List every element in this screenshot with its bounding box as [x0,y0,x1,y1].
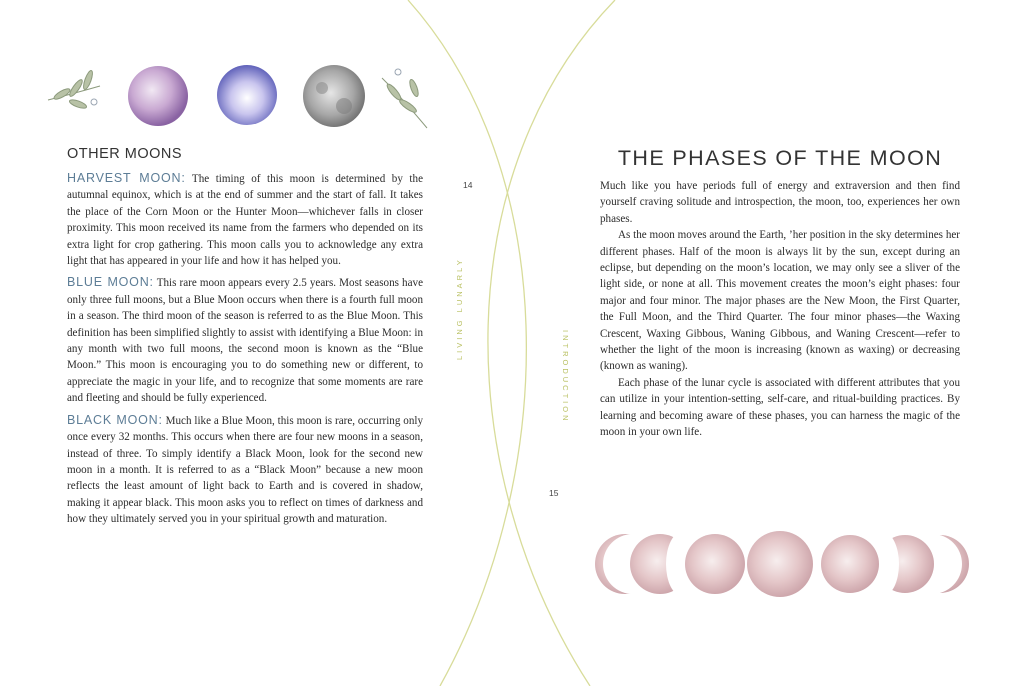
entry-harvest-moon [67,170,423,269]
paragraph: As the moon moves around the Earth, ’her position in the sky determines her different phases. Half of the moon is always lit by the sun, except during an eclipse, but depending on the moon’s location, we may only see a sliver of the light side, or none at all. This movement creates the moon’s eight phases: four major and four minor. The major phases are the New Moon, the First Quarter, the Full Moon, and the Third Quarter. The four minor phases—the Waxing Crescent, Waxing Gibbous, Waning Gibbous, and Waning Crescent—refer to whether the light of the moon is increasing (known as waxing) or decreasing (known as waning). [600,229,960,373]
botanical-sprig-icon [48,70,100,110]
right-page-content [600,146,960,441]
top-moon-illustrations [42,58,432,138]
moon-phase-icon [630,534,690,594]
entry-term: BLUE MOON: [67,275,154,290]
paragraph: Each phase of the lunar cycle is associated with different attributes that you can utilize in your intention-setting, self-care, and ritual-building practices. By learning and becoming aware of these phases, you can harness the magic of the moon in your own life. [600,376,960,439]
entry-text: Much like a Blue Moon, this moon is rare, occurring only once every 32 months. This occurs when there are four new moons in a season, instead of three. To simply identify a Black Moon, look for the second new moon in a month. It is referred to as a “Black Moon” because a new moon reflects the least amount of light back to Earth and is covered in shadow, making it appear black. This moon asks you to reflect on times of darkness and how they ultimately served you in your spiritual growth and maturation. [67,414,423,526]
moon-phases-illustration [585,524,975,604]
left-running-head: LIVING LUNARLY [455,257,464,360]
page-title: THE PHASES OF THE MOON [617,146,943,170]
blue-moon-icon [217,65,277,125]
moon-phase-icon [685,534,745,594]
entry-term: BLACK MOON: [67,412,163,427]
entry-black-moon [67,412,423,528]
right-running-head: INTRODUCTION [561,330,570,424]
left-page-number: 14 [463,180,473,190]
purple-moon-icon [128,66,188,126]
entry-text: This rare moon appears every 2.5 years. Most seasons have only three full moons, but a Blue Moon occurs when there is a fourth full moon in a season. The third moon of the season is referred to as the Blue Moon. This definition has been simplified slightly to assist with identifying a Blue Moon: in any month with two full moons, the second moon is known as the “Blue Moon.” This moon is encouraging you to do something new or different, to appreciate the magic in your life, and to recognize that some moments are rare and fleeting and should be fully experienced. [67,277,423,405]
entry-blue-moon [67,274,423,406]
moon-phase-icon [821,535,879,593]
right-page-number: 15 [549,488,559,498]
moon-phase-icon [911,535,969,593]
gray-moon-icon [303,65,365,127]
entry-text: The timing of this moon is determined by the autumnal equinox, which is at the end of summer and the start of fall. It takes the place of the Corn Moon or the Hunter Moon—whichever falls in closer proximity. This moon received its name from the farmers who depended on its extra light for crop gathering. This moon calls you to acknowledge any extra light that has appeared in your life and how it has helped you. [67,173,423,268]
moon-phase-icon [747,531,813,597]
entry-term: HARVEST MOON: [67,171,186,185]
left-page-content [67,146,423,533]
paragraph: Much like you have periods full of energy and extraversion and then find yourself craving solitude and introspection, the moon, too, experiences her own phases. [600,180,960,225]
botanical-sprig-icon [382,69,427,128]
section-title: OTHER MOONS [67,146,183,162]
